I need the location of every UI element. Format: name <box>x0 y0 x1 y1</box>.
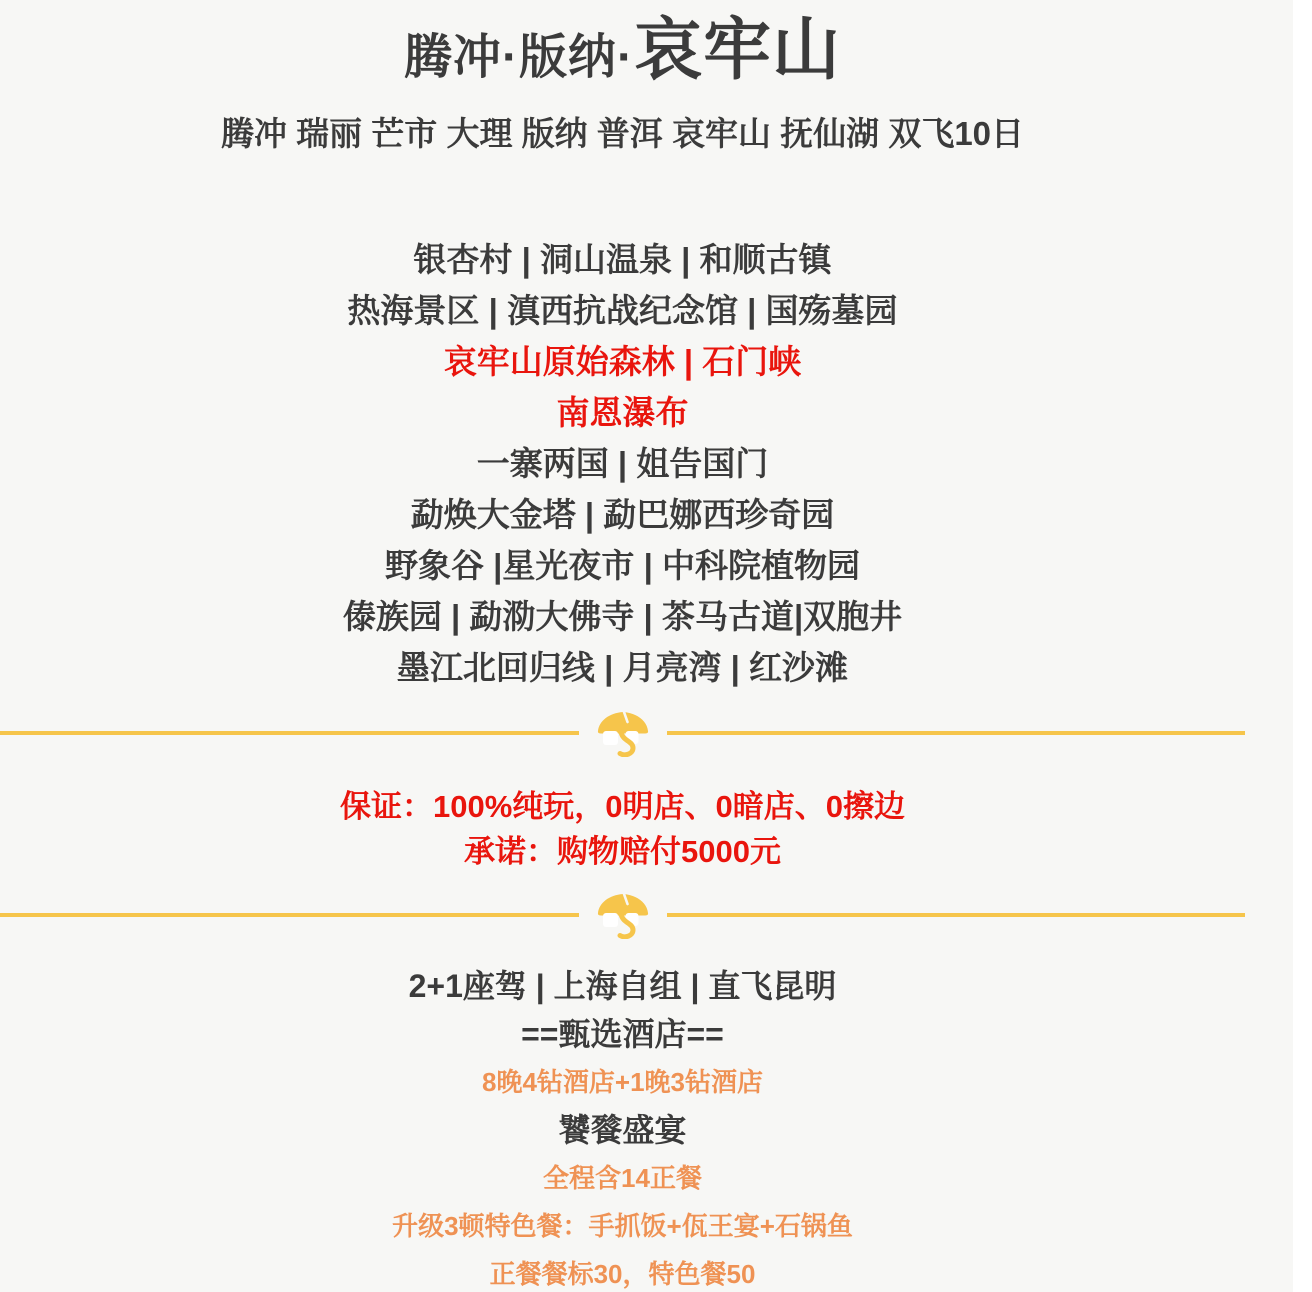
attraction-line: 南恩瀑布 <box>556 394 689 431</box>
attraction-line: 哀牢山原始森林 | 石门峡 <box>443 343 802 380</box>
feature-line: 升级3顿特色餐：手抓饭+佤王宴+石锅鱼 <box>392 1211 853 1241</box>
guarantee-line: 承诺：购物赔付5000元 <box>464 834 781 869</box>
page-title <box>0 0 1245 98</box>
page-title-emphasis: 哀牢山 <box>633 12 841 88</box>
divider-line-left <box>0 913 579 917</box>
page-title-prefix: 腾冲·版纳· <box>404 31 634 84</box>
features-list <box>0 962 1245 1292</box>
guarantee-line: 保证：100%纯玩，0明店、0暗店、0擦边 <box>339 789 905 824</box>
attraction-line: 傣族园 | 勐泐大佛寺 | 茶马古道|双胞井 <box>342 598 903 635</box>
ginkgo-leaf-icon <box>579 711 667 757</box>
ginkgo-leaf-icon <box>579 893 667 939</box>
guarantee-list <box>0 784 1245 874</box>
feature-line: 正餐餐标30，特色餐50 <box>489 1259 756 1289</box>
attraction-line: 勐焕大金塔 | 勐巴娜西珍奇园 <box>410 496 835 533</box>
tour-route-subtitle: 腾冲 瑞丽 芒市 大理 版纳 普洱 哀牢山 抚仙湖 双飞10日 <box>220 115 1025 152</box>
divider-line-right <box>667 731 1246 735</box>
feature-line: 8晚4钻酒店+1晚3钻酒店 <box>481 1067 764 1097</box>
feature-line: 2+1座驾 | 上海自组 | 直飞昆明 <box>408 968 837 1004</box>
attractions-list <box>0 234 1245 693</box>
divider-line-right <box>667 913 1246 917</box>
divider <box>0 893 1245 943</box>
attraction-line: 野象谷 |星光夜市 | 中科院植物园 <box>385 547 860 584</box>
attraction-line: 一寨两国 | 姐告国门 <box>476 445 769 482</box>
divider-line-left <box>0 731 579 735</box>
attraction-line: 银杏村 | 洞山温泉 | 和顺古镇 <box>413 241 832 278</box>
feature-line: ==甄选酒店== <box>521 1016 724 1052</box>
attraction-line: 热海景区 | 滇西抗战纪念馆 | 国殇墓园 <box>347 292 898 329</box>
feature-line: 饕餮盛宴 <box>558 1112 687 1148</box>
divider <box>0 711 1245 761</box>
attraction-line: 墨江北回归线 | 月亮湾 | 红沙滩 <box>396 649 849 686</box>
feature-line: 全程含14正餐 <box>543 1163 702 1193</box>
